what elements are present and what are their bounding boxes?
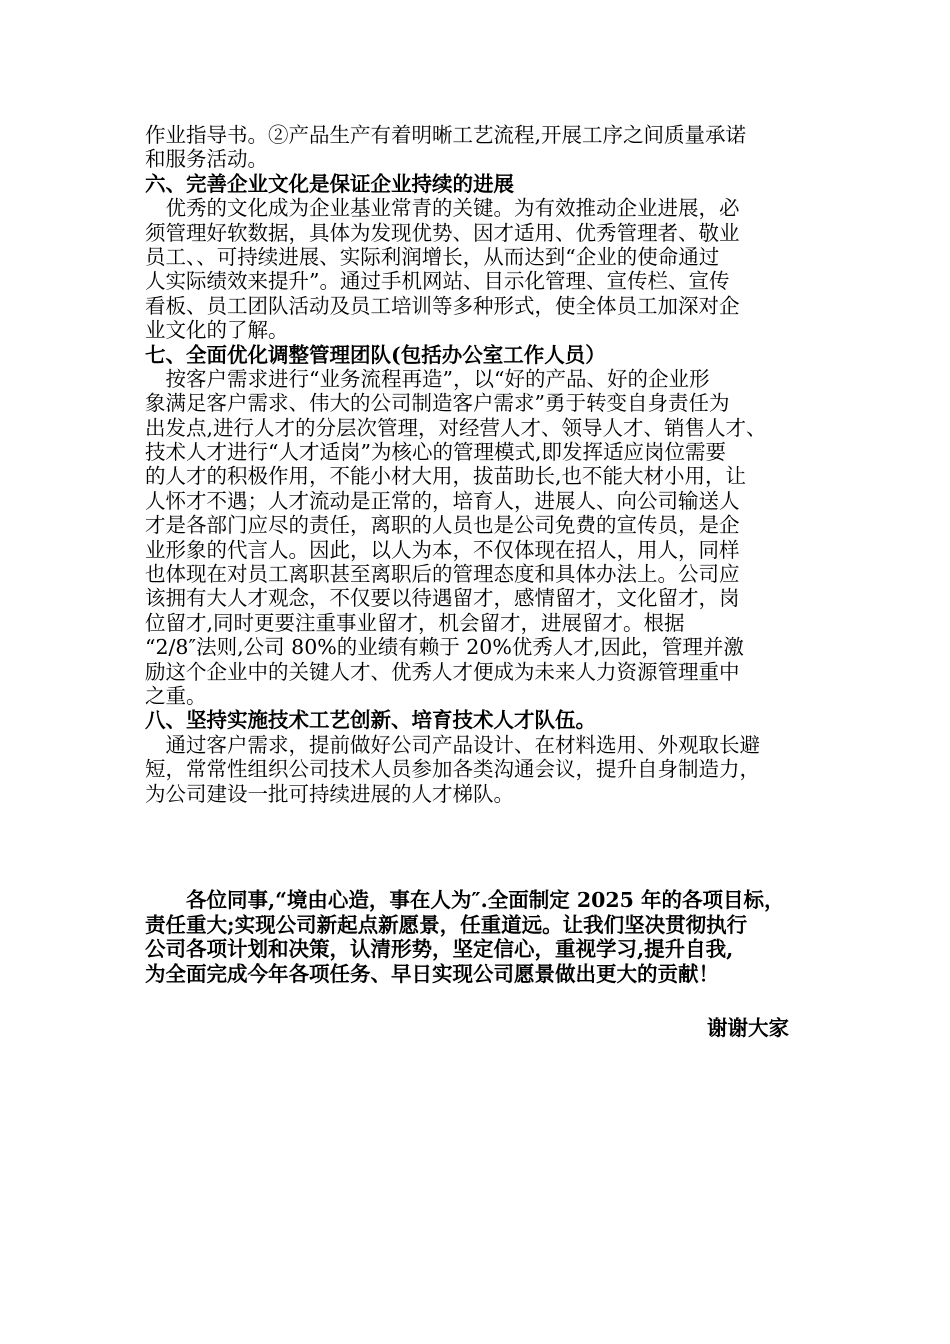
body-line: 优秀的文化成为企业基业常青的关键。为有效推动企业进展，必	[145, 196, 740, 221]
body-line: 按客户需求进行“业务流程再造”，以“好的产品、好的企业形	[145, 366, 710, 391]
body-line: 业形象的代言人。因此，以人为本，不仅体现在招人，用人，同样	[145, 537, 740, 562]
body-line: 和服务活动。	[145, 147, 268, 172]
section-heading: 六、完善企业文化是保证企业持续的进展	[145, 171, 514, 196]
body-line: 也体现在对员工离职甚至离职后的管理态度和具体办法上。公司应	[145, 562, 740, 587]
body-line: 技术人才进行“人才适岗”为核心的管理模式,即发挥适应岗位需要	[145, 440, 726, 465]
body-line: 人实际绩效来提升”。通过手机网站、目示化管理、宣传栏、宣传	[145, 269, 730, 294]
body-line: 之重。	[145, 683, 207, 708]
body-line: 短，常常性组织公司技术人员参加各类沟通会议，提升自身制造力，	[145, 757, 760, 782]
body-line: “2/8″法则,公司 80%的业绩有赖于 20%优秀人才,因此，管理并激	[145, 635, 744, 660]
closing-line: 各位同事,“境由心造，事在人为″.全面制定 2025 年的各项目标，	[145, 888, 785, 912]
body-line: 通过客户需求，提前做好公司产品设计、在材料选用、外观取长避	[145, 732, 760, 757]
body-line: 才是各部门应尽的责任，离职的人员也是公司免费的宣传员，是企	[145, 513, 740, 538]
body-line: 须管理好软数据，具体为发现优势、因才适用、优秀管理者、敬业	[145, 220, 740, 245]
closing-line: 公司各项计划和决策，认清形势，坚定信心，重视学习,提升自我,	[145, 937, 734, 962]
body-line: 人怀才不遇；人才流动是正常的，培育人，进展人、向公司输送人	[145, 488, 740, 513]
body-line: 作业指导书。②产品生产有着明晰工艺流程,开展工序之间质量承诺	[145, 123, 747, 147]
body-line: 为公司建设一批可持续进展的人才梯队。	[145, 781, 514, 806]
body-line: 该拥有大人才观念，不仅要以待遇留才，感情留才，文化留才，岗	[145, 586, 740, 611]
section-heading: 八、坚持实施技术工艺创新、培育技术人才队伍。	[145, 708, 596, 733]
body-line: 员工、、可持续进展、实际利润增长，从而达到“企业的使命通过	[145, 244, 720, 269]
thanks-signoff: 谢谢大家	[707, 1016, 789, 1040]
body-line: 出发点,进行人才的分层次管理，对经营人才、领导人才、销售人才、	[145, 415, 767, 440]
closing-line: 为全面完成今年各项任务、早日实现公司愿景做出更大的贡献！	[145, 961, 719, 986]
body-line: 业文化的了解。	[145, 318, 289, 343]
body-text	[145, 123, 815, 806]
closing-paragraph	[145, 888, 825, 986]
body-line: 看板、员工团队活动及员工培训等多种形式，使全体员工加深对企	[145, 293, 740, 318]
body-line: 位留才,同时更要注重事业留才，机会留才，进展留才。根据	[145, 610, 685, 635]
body-line: 励这个企业中的关键人才、优秀人才便成为未来人力资源管理重中	[145, 659, 740, 684]
section-heading: 七、全面优化调整管理团队(包括办公室工作人员）	[145, 342, 606, 367]
body-line: 象满足客户需求、伟大的公司制造客户需求”勇于转变自身责任为	[145, 391, 730, 416]
body-line: 的人才的积极作用，不能小材大用，拔苗助长,也不能大材小用，让	[145, 464, 747, 489]
closing-line: 责任重大;实现公司新起点新愿景，任重道远。让我们坚决贯彻执行	[145, 912, 748, 937]
